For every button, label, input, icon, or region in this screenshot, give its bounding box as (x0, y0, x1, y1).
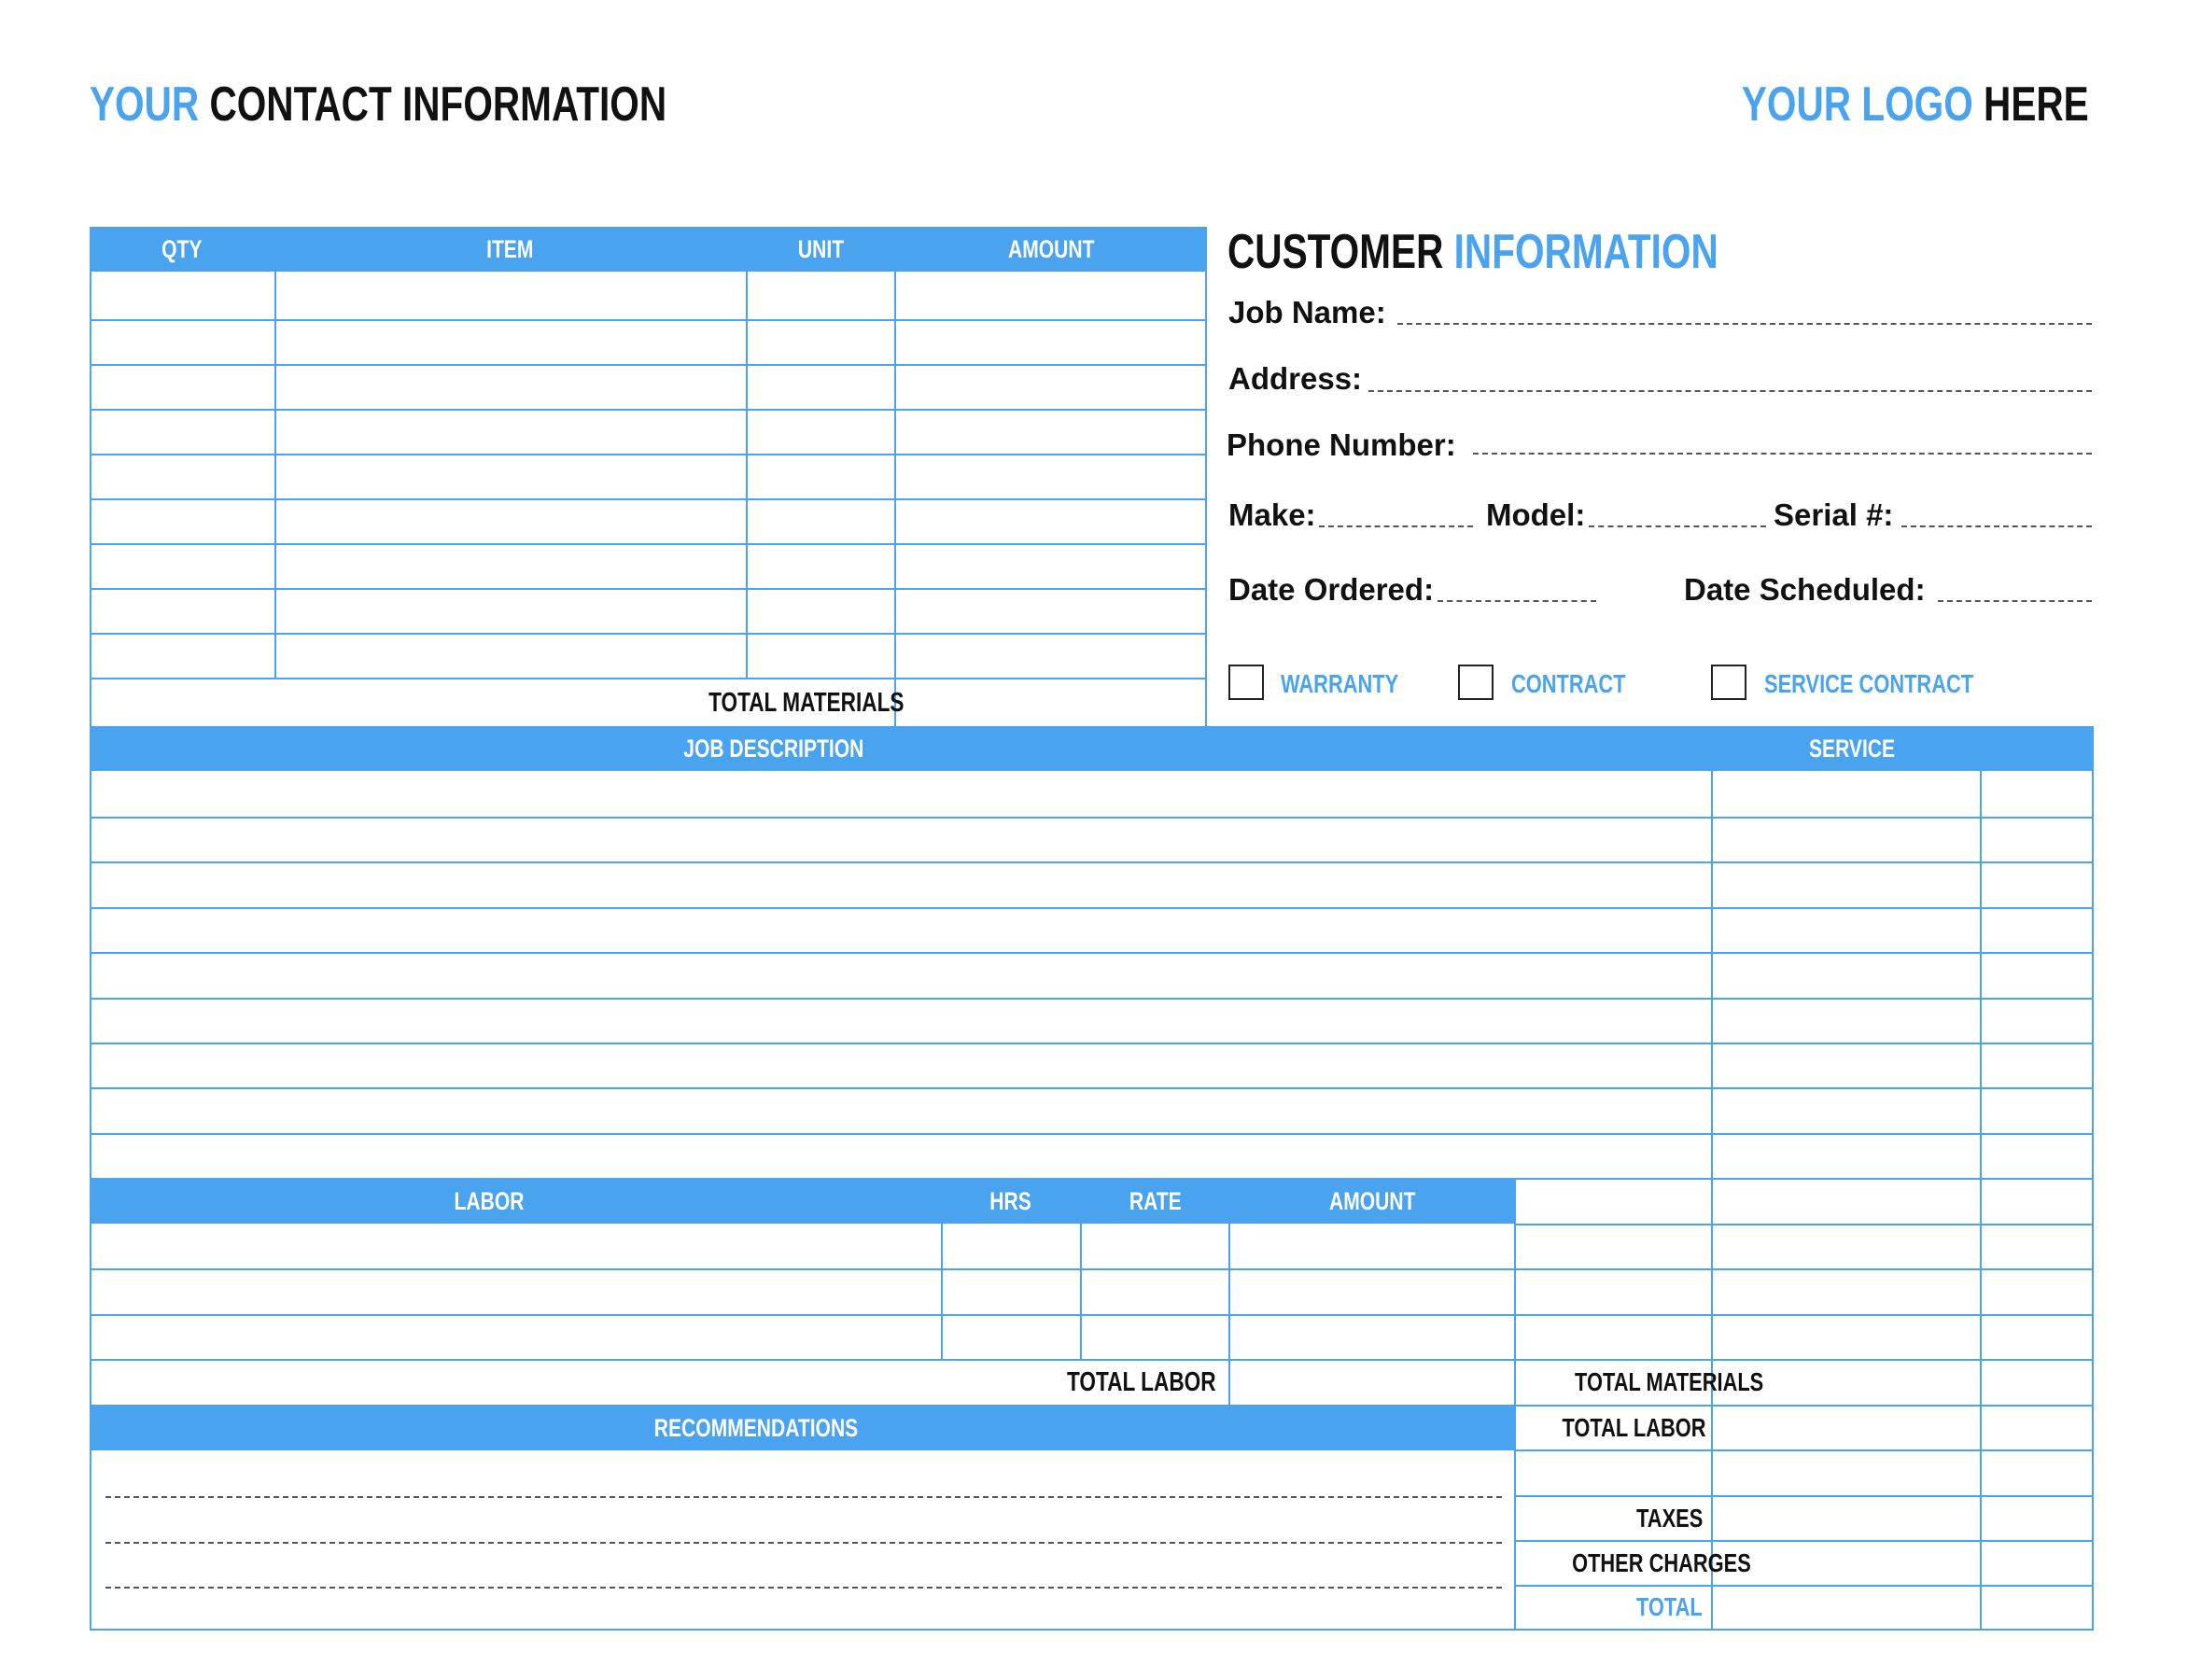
job-description-header-bar (90, 726, 2094, 771)
serial-label: Serial #: (1774, 497, 1894, 532)
date-ordered-field[interactable] (1438, 600, 1596, 602)
address-label: Address: (1228, 361, 1363, 396)
date-ordered-label: Date Ordered: (1228, 572, 1435, 607)
summary-total-materials-label: TOTAL MATERIALS (1575, 1367, 1764, 1396)
phone-number-label: Phone Number: (1227, 427, 1456, 462)
contact-information-title (90, 75, 829, 134)
make-field[interactable] (1319, 525, 1473, 527)
customer-title-prefix: CUSTOMER (1227, 225, 1444, 279)
job-description-header: JOB DESCRIPTION (683, 735, 864, 763)
recommendation-line-2[interactable] (105, 1542, 1502, 1544)
service-contract-checkbox[interactable] (1711, 665, 1746, 700)
total-materials-label: TOTAL MATERIALS (708, 688, 905, 718)
contract-checkbox[interactable] (1458, 665, 1494, 700)
customer-information-title (1227, 222, 1857, 282)
address-field[interactable] (1368, 390, 2092, 392)
job-name-label: Job Name: (1228, 295, 1386, 329)
summary-other-charges-label: OTHER CHARGES (1572, 1548, 1751, 1577)
warranty-checkbox[interactable] (1228, 665, 1264, 700)
contact-title-prefix: YOUR (90, 77, 200, 132)
contact-title-suffix: CONTACT INFORMATION (209, 77, 667, 132)
materials-col-unit: UNIT (797, 235, 844, 263)
logo-suffix: HERE (1984, 77, 2089, 132)
make-label: Make: (1228, 497, 1316, 532)
date-scheduled-label: Date Scheduled: (1684, 572, 1926, 607)
summary-total-label: TOTAL (1636, 1592, 1703, 1621)
materials-col-item: ITEM (486, 235, 534, 263)
logo-placeholder (1644, 75, 2089, 134)
model-field[interactable] (1589, 525, 1766, 527)
summary-total-labor-label: TOTAL LABOR (1562, 1413, 1706, 1442)
labor-col-labor: LABOR (454, 1187, 524, 1215)
labor-table-header (90, 1179, 1515, 1224)
total-labor-label: TOTAL LABOR (1067, 1367, 1216, 1397)
phone-number-field[interactable] (1473, 453, 2092, 455)
model-label: Model: (1486, 497, 1586, 532)
contract-label: CONTRACT (1511, 669, 1626, 698)
labor-col-hrs: HRS (989, 1187, 1032, 1215)
serial-field[interactable] (1901, 525, 2092, 527)
customer-title-suffix: INFORMATION (1453, 225, 1718, 279)
materials-table-header (90, 227, 1207, 272)
summary-taxes-label: TAXES (1635, 1504, 1703, 1533)
materials-col-qty: QTY (161, 235, 203, 263)
recommendation-line-3[interactable] (105, 1587, 1502, 1589)
date-scheduled-field[interactable] (1938, 600, 2092, 602)
recommendations-header-bar (90, 1406, 1515, 1450)
recommendations-header: RECOMMENDATIONS (653, 1414, 858, 1442)
materials-table (90, 227, 1207, 727)
labor-col-amount: AMOUNT (1329, 1187, 1416, 1215)
service-header: SERVICE (1808, 735, 1896, 763)
labor-col-rate: RATE (1129, 1187, 1182, 1215)
logo-prefix: YOUR LOGO (1742, 77, 1974, 132)
warranty-label: WARRANTY (1281, 669, 1399, 698)
service-contract-label: SERVICE CONTRACT (1764, 669, 1974, 698)
materials-col-amount: AMOUNT (1007, 235, 1095, 263)
job-name-field[interactable] (1397, 323, 2092, 325)
recommendation-line-1[interactable] (105, 1496, 1502, 1498)
